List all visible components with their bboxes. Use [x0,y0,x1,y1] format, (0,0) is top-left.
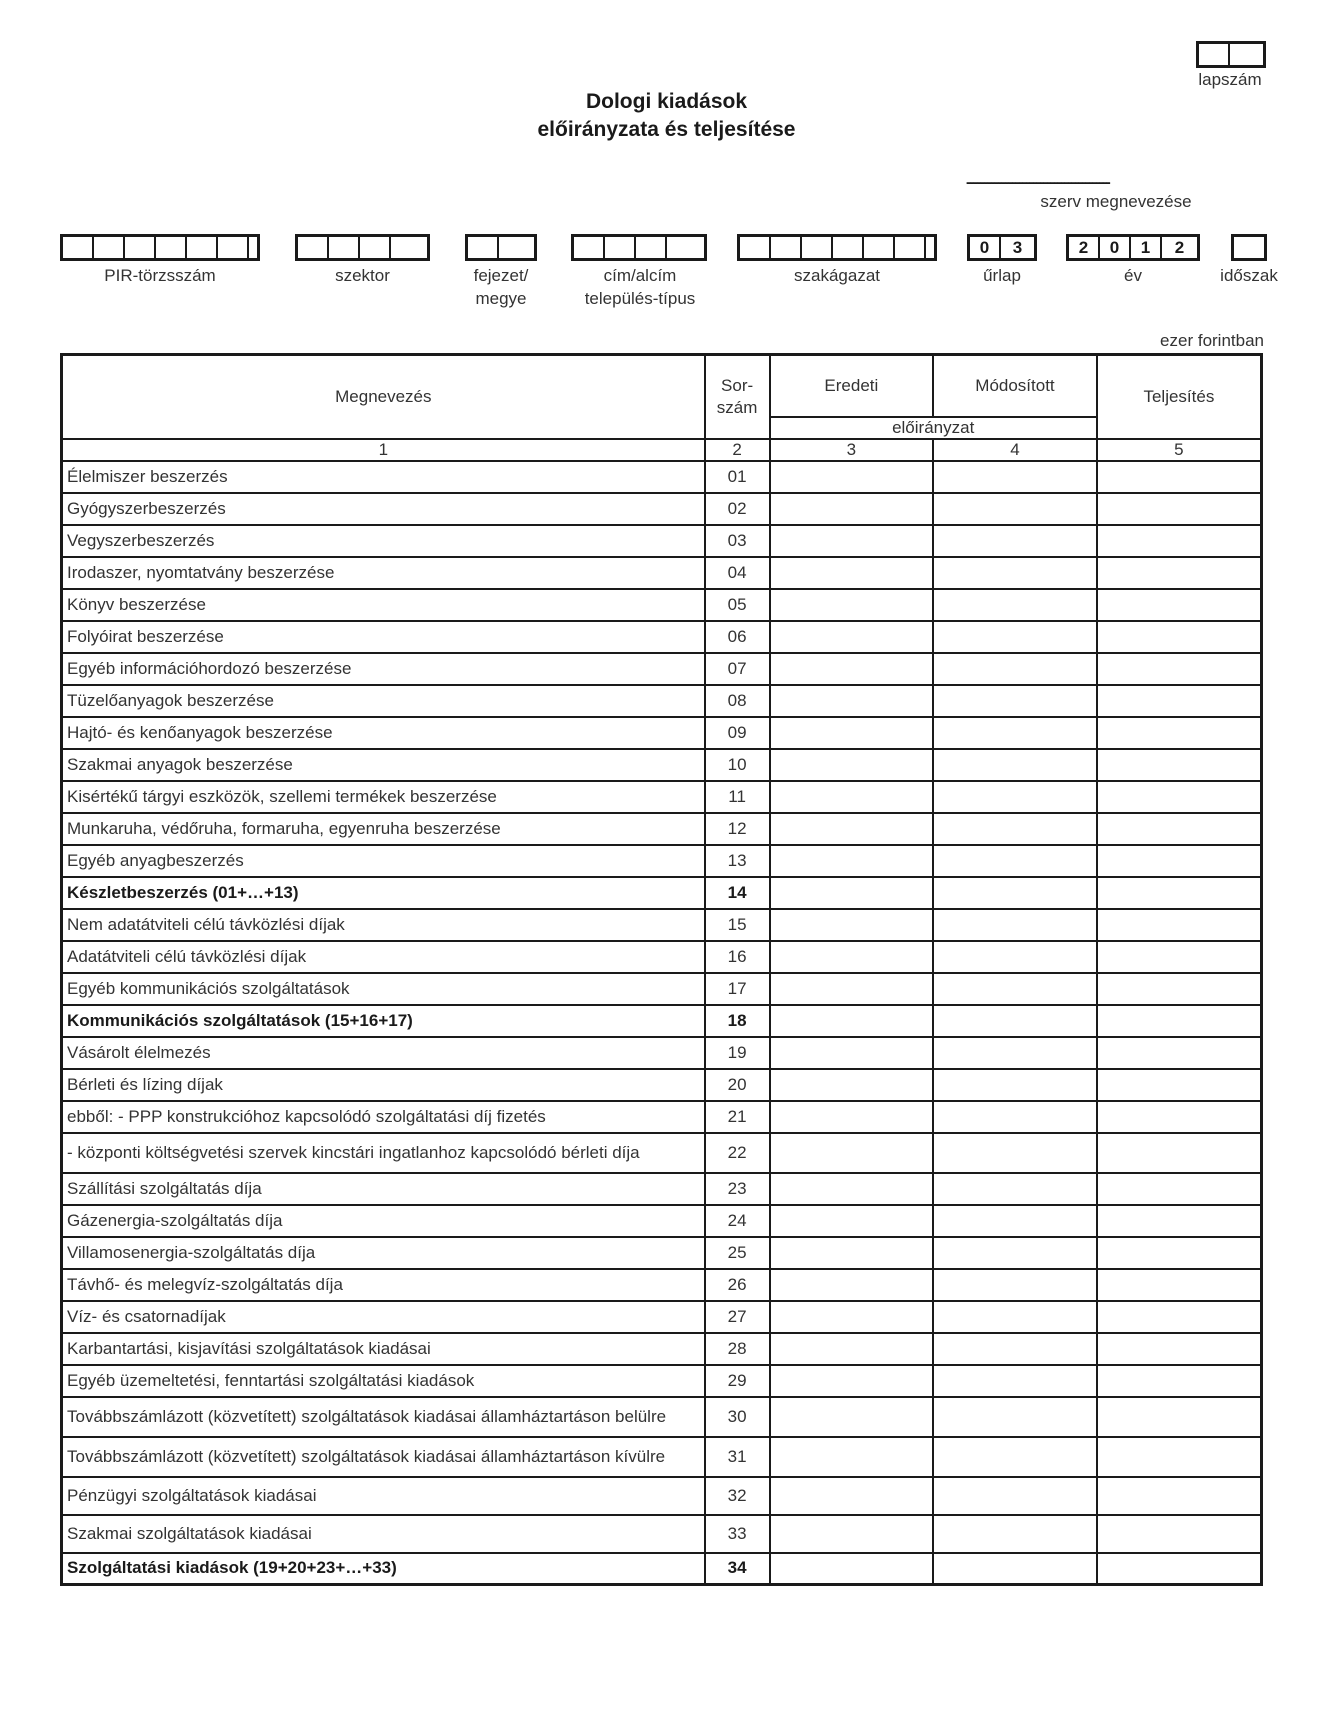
table-row [62,461,1262,493]
value-cell-eredeti[interactable] [770,1005,934,1037]
row-number: 08 [705,685,770,717]
value-cell-modositott[interactable] [933,1333,1097,1365]
digit-cell[interactable] [667,237,704,258]
table-row [62,653,1262,685]
value-cell-eredeti[interactable] [770,1477,934,1515]
row-number: 23 [705,1173,770,1205]
row-name: Vegyszerbeszerzés [62,525,705,557]
table-row [62,941,1262,973]
unit-label: ezer forintban [1160,331,1264,350]
row-name: Kommunikációs szolgáltatások (15+16+17) [62,1005,705,1037]
value-cell-modositott[interactable] [933,589,1097,621]
value-cell-modositott[interactable] [933,749,1097,781]
table-row [62,685,1262,717]
value-cell-modositott[interactable] [933,493,1097,525]
value-cell-eredeti[interactable] [770,621,934,653]
szerv-dashes: ----------------------------------------- [966,176,1110,190]
row-name: Folyóirat beszerzése [62,621,705,653]
szerv-label: szerv megnevezése [1040,192,1192,211]
value-cell-teljesites[interactable] [1097,749,1262,781]
value-cell-teljesites[interactable] [1097,781,1262,813]
pir-field[interactable] [60,234,260,261]
table-row [62,1397,1262,1437]
value-cell-eredeti[interactable] [770,1237,934,1269]
digit-cell[interactable] [249,237,257,258]
row-name: Készletbeszerzés (01+…+13) [62,877,705,909]
digit-cell[interactable]: 2 [1174,237,1185,257]
value-cell-modositott[interactable] [933,909,1097,941]
header-teljesites: Teljesítés [1097,355,1262,439]
ev-field[interactable] [1066,234,1200,261]
urlap-label: űrlap [983,266,1021,285]
row-name: Villamosenergia-szolgáltatás díja [62,1237,705,1269]
digit-cell[interactable] [771,237,802,258]
value-cell-eredeti[interactable] [770,1101,934,1133]
table-row [62,1237,1262,1269]
ev-label: év [1124,266,1142,285]
value-cell-teljesites[interactable] [1097,1269,1262,1301]
value-cell-teljesites[interactable] [1097,1477,1262,1515]
table-row [62,1205,1262,1237]
value-cell-modositott[interactable] [933,621,1097,653]
table-row [62,1173,1262,1205]
value-cell-modositott[interactable] [933,1069,1097,1101]
digit-cell[interactable] [499,237,534,258]
row-number: 03 [705,525,770,557]
digit-cell[interactable] [864,237,895,258]
digit-cell[interactable] [94,237,125,258]
value-cell-teljesites[interactable] [1097,813,1262,845]
row-number: 28 [705,1333,770,1365]
row-name: Szolgáltatási kiadások (19+20+23+…+33) [62,1553,705,1585]
row-name: Pénzügyi szolgáltatások kiadásai [62,1477,705,1515]
digit-cell[interactable] [636,237,667,258]
value-cell-eredeti[interactable] [770,717,934,749]
value-cell-teljesites[interactable] [1097,1237,1262,1269]
value-cell-teljesites[interactable] [1097,461,1262,493]
idoszak-label: időszak [1220,266,1278,285]
value-cell-modositott[interactable] [933,941,1097,973]
row-name: Tüzelőanyagok beszerzése [62,685,705,717]
table-row [62,1037,1262,1069]
value-cell-modositott[interactable] [933,1397,1097,1437]
digit-cell[interactable] [391,237,427,258]
row-name: Munkaruha, védőruha, formaruha, egyenruha beszerzése [62,813,705,845]
row-name: Szakmai szolgáltatások kiadásai [62,1515,705,1553]
value-cell-teljesites[interactable] [1097,1205,1262,1237]
row-number: 12 [705,813,770,845]
row-name: Szakmai anyagok beszerzése [62,749,705,781]
row-name: Gázenergia-szolgáltatás díja [62,1205,705,1237]
digit-cell[interactable] [468,237,499,258]
col-number: 1 [62,439,705,461]
row-name: - központi költségvetési szervek kincstári ingatlanhoz kapcsolódó bérleti díja [62,1133,705,1173]
row-number: 25 [705,1237,770,1269]
lapszam-box[interactable] [1196,41,1266,68]
row-name: Vásárolt élelmezés [62,1037,705,1069]
digit-cell[interactable] [218,237,249,258]
table-row [62,813,1262,845]
table-row [62,1365,1262,1397]
col-number: 2 [705,439,770,461]
value-cell-eredeti[interactable] [770,653,934,685]
value-cell-teljesites[interactable] [1097,1101,1262,1133]
value-cell-eredeti[interactable] [770,941,934,973]
digit-cell[interactable] [156,237,187,258]
row-name: Egyéb kommunikációs szolgáltatások [62,973,705,1005]
row-number: 29 [705,1365,770,1397]
value-cell-modositott[interactable] [933,813,1097,845]
value-cell-modositott[interactable] [933,1269,1097,1301]
value-cell-eredeti[interactable] [770,1437,934,1477]
table-row [62,1515,1262,1553]
table-row [62,1553,1262,1585]
lapszam-label: lapszám [1198,70,1262,89]
digit-cell[interactable] [574,237,605,258]
value-cell-teljesites[interactable] [1097,877,1262,909]
value-cell-eredeti[interactable] [770,1205,934,1237]
row-name: Adatátviteli célú távközlési díjak [62,941,705,973]
value-cell-modositott[interactable] [933,1301,1097,1333]
row-number: 04 [705,557,770,589]
header-sorszam [705,355,770,439]
row-number: 22 [705,1133,770,1173]
header-megnevezes: Megnevezés [62,355,705,439]
value-cell-eredeti[interactable] [770,1515,934,1553]
row-name: Egyéb üzemeltetési, fenntartási szolgáltatási kiadások [62,1365,705,1397]
value-cell-teljesites[interactable] [1097,1069,1262,1101]
table-row [62,1005,1262,1037]
value-cell-eredeti[interactable] [770,877,934,909]
table-row [62,781,1262,813]
header-sorszam-text: Sor- szám [716,375,758,417]
expense-table [60,353,1263,1586]
row-number: 33 [705,1515,770,1553]
row-number: 24 [705,1205,770,1237]
value-cell-eredeti[interactable] [770,1553,934,1585]
digit-cell[interactable]: 1 [1131,237,1162,258]
row-number: 31 [705,1437,770,1477]
row-number: 13 [705,845,770,877]
value-cell-eredeti[interactable] [770,1269,934,1301]
row-name: Kisértékű tárgyi eszközök, szellemi termékek beszerzése [62,781,705,813]
value-cell-eredeti[interactable] [770,589,934,621]
row-name: Egyéb információhordozó beszerzése [62,653,705,685]
row-number: 11 [705,781,770,813]
page-subtitle: előirányzata és teljesítése [537,118,796,141]
value-cell-modositott[interactable] [933,525,1097,557]
value-cell-modositott[interactable] [933,685,1097,717]
cim-field[interactable] [571,234,707,261]
value-cell-modositott[interactable] [933,717,1097,749]
row-number: 10 [705,749,770,781]
header-eredeti: Eredeti [770,355,934,417]
value-cell-eredeti[interactable] [770,1301,934,1333]
table-row [62,877,1262,909]
table-row [62,493,1262,525]
value-cell-teljesites[interactable] [1097,1037,1262,1069]
value-cell-eredeti[interactable] [770,461,934,493]
row-name: Bérleti és lízing díjak [62,1069,705,1101]
row-name: Nem adatátviteli célú távközlési díjak [62,909,705,941]
value-cell-modositott[interactable] [933,461,1097,493]
value-cell-modositott[interactable] [933,1437,1097,1477]
value-cell-modositott[interactable] [933,653,1097,685]
value-cell-teljesites[interactable] [1097,973,1262,1005]
value-cell-eredeti[interactable] [770,1173,934,1205]
fejezet-label-1: fejezet/ [473,266,529,285]
value-cell-eredeti[interactable] [770,749,934,781]
fejezet-field[interactable] [465,234,537,261]
table-row [62,1437,1262,1477]
table-row [62,845,1262,877]
value-cell-teljesites[interactable] [1097,589,1262,621]
table-row [62,1477,1262,1515]
row-number: 20 [705,1069,770,1101]
value-cell-teljesites[interactable] [1097,1333,1262,1365]
row-number: 21 [705,1101,770,1133]
value-cell-eredeti[interactable] [770,781,934,813]
cim-label-1: cím/alcím [603,266,677,285]
value-cell-teljesites[interactable] [1097,1553,1262,1585]
value-cell-teljesites[interactable] [1097,1133,1262,1173]
value-cell-modositott[interactable] [933,1173,1097,1205]
value-cell-teljesites[interactable] [1097,845,1262,877]
value-cell-eredeti[interactable] [770,557,934,589]
digit-cell[interactable] [187,237,218,258]
digit-cell[interactable] [298,237,329,258]
value-cell-eredeti[interactable] [770,1037,934,1069]
value-cell-modositott[interactable] [933,1553,1097,1585]
row-name: Távhő- és melegvíz-szolgáltatás díja [62,1269,705,1301]
row-number: 01 [705,461,770,493]
value-cell-modositott[interactable] [933,1365,1097,1397]
row-name: Egyéb anyagbeszerzés [62,845,705,877]
row-name: Karbantartási, kisjavítási szolgáltatások kiadásai [62,1333,705,1365]
value-cell-teljesites[interactable] [1097,653,1262,685]
digit-cell[interactable] [802,237,833,258]
szektor-field[interactable] [295,234,430,261]
table-row [62,1101,1262,1133]
row-number: 07 [705,653,770,685]
idoszak-field[interactable] [1231,234,1267,261]
row-name: Továbbszámlázott (közvetített) szolgáltatások kiadásai államháztartáson kívülre [62,1437,705,1477]
row-name: Hajtó- és kenőanyagok beszerzése [62,717,705,749]
value-cell-eredeti[interactable] [770,973,934,1005]
row-number: 30 [705,1397,770,1437]
fejezet-label-2: megye [475,289,527,308]
table-row [62,1301,1262,1333]
value-cell-teljesites[interactable] [1097,1437,1262,1477]
col-number: 3 [770,439,934,461]
value-cell-eredeti[interactable] [770,1397,934,1437]
digit-cell[interactable] [329,237,360,258]
value-cell-eredeti[interactable] [770,845,934,877]
value-cell-teljesites[interactable] [1097,1515,1262,1553]
value-cell-modositott[interactable] [933,781,1097,813]
value-cell-teljesites[interactable] [1097,1005,1262,1037]
table-row [62,525,1262,557]
row-number: 27 [705,1301,770,1333]
row-number: 16 [705,941,770,973]
page-title: Dologi kiadások [585,90,748,113]
row-number: 06 [705,621,770,653]
value-cell-teljesites[interactable] [1097,1301,1262,1333]
value-cell-teljesites[interactable] [1097,621,1262,653]
row-number: 19 [705,1037,770,1069]
szakagazat-field[interactable] [737,234,937,261]
row-number: 14 [705,877,770,909]
value-cell-modositott[interactable] [933,1101,1097,1133]
value-cell-eredeti[interactable] [770,1333,934,1365]
digit-cell[interactable]: 3 [1012,237,1023,257]
row-name: ebből: - PPP konstrukcióhoz kapcsolódó szolgáltatási díj fizetés [62,1101,705,1133]
value-cell-eredeti[interactable] [770,909,934,941]
col-number: 4 [933,439,1097,461]
table-row [62,557,1262,589]
row-number: 15 [705,909,770,941]
value-cell-teljesites[interactable] [1097,1397,1262,1437]
value-cell-teljesites[interactable] [1097,1365,1262,1397]
row-number: 17 [705,973,770,1005]
table-row [62,909,1262,941]
value-cell-eredeti[interactable] [770,525,934,557]
value-cell-teljesites[interactable] [1097,493,1262,525]
row-name: Víz- és csatornadíjak [62,1301,705,1333]
szakagazat-label: szakágazat [794,266,880,285]
value-cell-eredeti[interactable] [770,1133,934,1173]
value-cell-modositott[interactable] [933,877,1097,909]
row-name: Gyógyszerbeszerzés [62,493,705,525]
row-number: 32 [705,1477,770,1515]
value-cell-modositott[interactable] [933,557,1097,589]
urlap-field[interactable] [967,234,1037,261]
row-name: Könyv beszerzése [62,589,705,621]
row-name: Irodaszer, nyomtatvány beszerzése [62,557,705,589]
header-modositott: Módosított [933,355,1097,417]
table-row [62,589,1262,621]
digit-cell[interactable] [926,237,934,258]
digit-cell[interactable] [1234,237,1264,258]
value-cell-modositott[interactable] [933,845,1097,877]
digit-cell[interactable] [895,237,926,258]
value-cell-teljesites[interactable] [1097,557,1262,589]
row-name: Szállítási szolgáltatás díja [62,1173,705,1205]
table-row [62,1069,1262,1101]
row-name: Élelmiszer beszerzés [62,461,705,493]
row-number: 18 [705,1005,770,1037]
table-row [62,717,1262,749]
value-cell-modositott[interactable] [933,1005,1097,1037]
value-cell-modositott[interactable] [933,1133,1097,1173]
value-cell-teljesites[interactable] [1097,1173,1262,1205]
value-cell-eredeti[interactable] [770,685,934,717]
digit-cell[interactable]: 0 [1100,237,1131,258]
row-number: 05 [705,589,770,621]
value-cell-eredeti[interactable] [770,813,934,845]
value-cell-modositott[interactable] [933,1237,1097,1269]
row-name: Továbbszámlázott (közvetített) szolgáltatások kiadásai államháztartáson belülre [62,1397,705,1437]
digit-cell[interactable]: 0 [970,237,1001,258]
table-row [62,973,1262,1005]
row-number: 34 [705,1553,770,1585]
table-row [62,1333,1262,1365]
value-cell-teljesites[interactable] [1097,525,1262,557]
table-row [62,1133,1262,1173]
cim-label-2: település-típus [584,289,696,308]
value-cell-teljesites[interactable] [1097,941,1262,973]
value-cell-modositott[interactable] [933,1515,1097,1553]
row-number: 02 [705,493,770,525]
value-cell-teljesites[interactable] [1097,909,1262,941]
value-cell-modositott[interactable] [933,1037,1097,1069]
table-row [62,621,1262,653]
digit-cell[interactable]: 2 [1069,237,1100,258]
row-number: 09 [705,717,770,749]
header-eloiranyzat: előirányzat [770,417,1097,439]
value-cell-teljesites[interactable] [1097,685,1262,717]
digit-cell[interactable] [605,237,636,258]
value-cell-modositott[interactable] [933,1477,1097,1515]
digit-cell[interactable] [125,237,156,258]
value-cell-eredeti[interactable] [770,1069,934,1101]
row-number: 26 [705,1269,770,1301]
digit-cell[interactable] [63,237,94,258]
value-cell-eredeti[interactable] [770,493,934,525]
col-number: 5 [1097,439,1262,461]
value-cell-eredeti[interactable] [770,1365,934,1397]
digit-cell[interactable] [360,237,391,258]
pir-label: PIR-törzsszám [104,266,216,285]
table-row [62,749,1262,781]
digit-cell[interactable] [1230,44,1261,65]
table-row [62,1269,1262,1301]
value-cell-modositott[interactable] [933,973,1097,1005]
digit-cell[interactable] [740,237,771,258]
table-body [62,461,1262,1585]
digit-cell[interactable] [1199,44,1230,65]
value-cell-modositott[interactable] [933,1205,1097,1237]
digit-cell[interactable] [833,237,864,258]
value-cell-teljesites[interactable] [1097,717,1262,749]
szektor-label: szektor [335,266,390,285]
